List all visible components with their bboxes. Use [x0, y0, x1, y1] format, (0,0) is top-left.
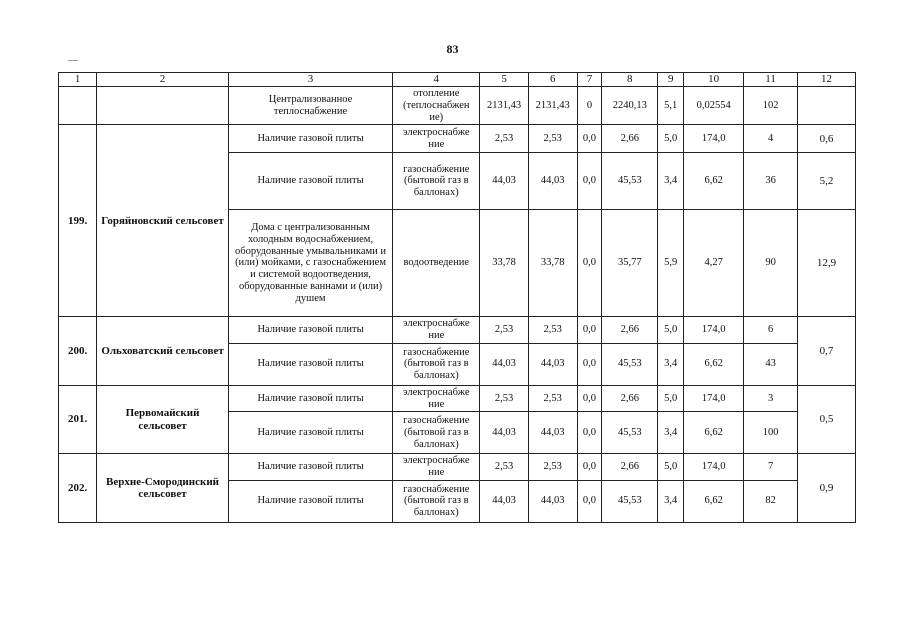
service-type: электроснабже ние [393, 125, 480, 153]
value-col5: 44,03 [480, 153, 529, 210]
row-number: 201. [59, 385, 97, 454]
scan-mark [68, 60, 78, 61]
tariff-table [58, 72, 856, 523]
value-col11: 3 [744, 385, 798, 412]
value-col10: 174,0 [684, 317, 744, 344]
value-col9: 5,1 [658, 87, 684, 125]
value-col9: 5,0 [658, 317, 684, 344]
value-col10: 6,62 [684, 343, 744, 385]
value-col7: 0,0 [577, 412, 602, 454]
service-description: Наличие газовой плиты [228, 153, 393, 210]
value-col5: 2,53 [480, 125, 529, 153]
service-description: Централизованное теплоснабжение [228, 87, 393, 125]
municipality-name: Горяйновский сельсовет [97, 125, 228, 317]
value-col9: 5,0 [658, 385, 684, 412]
value-col12: 0,6 [797, 125, 855, 153]
municipality-name: Ольховатский сельсовет [97, 317, 228, 386]
municipality-name: Первомайский сельсовет [97, 385, 228, 454]
value-col6: 2,53 [528, 125, 577, 153]
column-header: 5 [480, 73, 529, 87]
service-type: водоотведение [393, 210, 480, 317]
value-col9: 5,9 [658, 210, 684, 317]
value-col5: 44,03 [480, 412, 529, 454]
value-col11: 6 [744, 317, 798, 344]
value-col11: 7 [744, 454, 798, 481]
municipality-cell [97, 87, 228, 125]
service-description: Наличие газовой плиты [228, 412, 393, 454]
service-type: газоснабжение (бытовой газ в баллонах) [393, 412, 480, 454]
value-col7: 0,0 [577, 480, 602, 522]
value-col9: 3,4 [658, 153, 684, 210]
value-col5: 33,78 [480, 210, 529, 317]
value-col11: 82 [744, 480, 798, 522]
value-col6: 2131,43 [528, 87, 577, 125]
column-header: 7 [577, 73, 602, 87]
value-col5: 44,03 [480, 480, 529, 522]
value-col9: 3,4 [658, 480, 684, 522]
value-col10: 174,0 [684, 125, 744, 153]
value-col8: 2240,13 [602, 87, 658, 125]
value-col10: 4,27 [684, 210, 744, 317]
table-row [59, 317, 856, 344]
value-col7: 0,0 [577, 125, 602, 153]
column-header: 9 [658, 73, 684, 87]
value-col7: 0,0 [577, 210, 602, 317]
table-row [59, 385, 856, 412]
value-col9: 5,0 [658, 454, 684, 481]
value-col12: 0,5 [797, 385, 855, 454]
value-col12: 12,9 [797, 210, 855, 317]
value-col11: 4 [744, 125, 798, 153]
value-col7: 0,0 [577, 153, 602, 210]
column-header: 2 [97, 73, 228, 87]
value-col8: 2,66 [602, 454, 658, 481]
value-col11: 43 [744, 343, 798, 385]
service-type: электроснабже ние [393, 454, 480, 481]
value-col6: 44,03 [528, 412, 577, 454]
value-col10: 174,0 [684, 385, 744, 412]
column-header: 8 [602, 73, 658, 87]
service-description: Наличие газовой плиты [228, 317, 393, 344]
table-row [59, 87, 856, 125]
value-col11: 90 [744, 210, 798, 317]
column-header: 6 [528, 73, 577, 87]
service-description: Наличие газовой плиты [228, 385, 393, 412]
value-col6: 2,53 [528, 317, 577, 344]
row-number: 202. [59, 454, 97, 523]
value-col8: 45,53 [602, 480, 658, 522]
service-description: Наличие газовой плиты [228, 454, 393, 481]
value-col10: 6,62 [684, 480, 744, 522]
value-col5: 2131,43 [480, 87, 529, 125]
value-col8: 45,53 [602, 343, 658, 385]
value-col12 [797, 87, 855, 125]
service-description: Дома с централизованным холодным водоснабжением, оборудованные умывальниками и (или) мойками, с газоснабжением и системой водоотведения, оборудованные ваннами и (или) душем [228, 210, 393, 317]
value-col10: 6,62 [684, 153, 744, 210]
service-description: Наличие газовой плиты [228, 125, 393, 153]
value-col10: 0,02554 [684, 87, 744, 125]
service-type: газоснабжение (бытовой газ в баллонах) [393, 343, 480, 385]
table-row [59, 125, 856, 153]
row-number-cell [59, 87, 97, 125]
page-number: 83 [446, 42, 459, 56]
value-col8: 45,53 [602, 412, 658, 454]
value-col8: 35,77 [602, 210, 658, 317]
value-col11: 102 [744, 87, 798, 125]
value-col11: 36 [744, 153, 798, 210]
value-col6: 44,03 [528, 480, 577, 522]
row-number: 199. [59, 125, 97, 317]
value-col8: 2,66 [602, 317, 658, 344]
value-col8: 2,66 [602, 125, 658, 153]
value-col5: 2,53 [480, 317, 529, 344]
value-col7: 0,0 [577, 343, 602, 385]
column-header: 3 [228, 73, 393, 87]
row-number: 200. [59, 317, 97, 386]
value-col9: 3,4 [658, 412, 684, 454]
service-description: Наличие газовой плиты [228, 480, 393, 522]
column-header-row [59, 73, 856, 87]
column-header: 12 [797, 73, 855, 87]
table-row [59, 454, 856, 481]
value-col11: 100 [744, 412, 798, 454]
value-col10: 174,0 [684, 454, 744, 481]
service-type: электроснабже ние [393, 385, 480, 412]
value-col12: 0,7 [797, 317, 855, 386]
value-col6: 44,03 [528, 153, 577, 210]
value-col9: 3,4 [658, 343, 684, 385]
value-col7: 0,0 [577, 317, 602, 344]
value-col7: 0,0 [577, 454, 602, 481]
column-header: 4 [393, 73, 480, 87]
value-col12: 5,2 [797, 153, 855, 210]
value-col6: 2,53 [528, 454, 577, 481]
value-col7: 0 [577, 87, 602, 125]
column-header: 1 [59, 73, 97, 87]
service-type: газоснабжение (бытовой газ в баллонах) [393, 480, 480, 522]
value-col5: 44,03 [480, 343, 529, 385]
value-col9: 5,0 [658, 125, 684, 153]
value-col6: 44,03 [528, 343, 577, 385]
column-header: 10 [684, 73, 744, 87]
value-col5: 2,53 [480, 454, 529, 481]
value-col10: 6,62 [684, 412, 744, 454]
service-description: Наличие газовой плиты [228, 343, 393, 385]
value-col12: 0,9 [797, 454, 855, 523]
municipality-name: Верхне-Смородинский сельсовет [97, 454, 228, 523]
column-header: 11 [744, 73, 798, 87]
service-type: отопление (теплоснабжен ие) [393, 87, 480, 125]
value-col7: 0,0 [577, 385, 602, 412]
value-col6: 2,53 [528, 385, 577, 412]
service-type: газоснабжение (бытовой газ в баллонах) [393, 153, 480, 210]
service-type: электроснабже ние [393, 317, 480, 344]
value-col5: 2,53 [480, 385, 529, 412]
value-col6: 33,78 [528, 210, 577, 317]
value-col8: 2,66 [602, 385, 658, 412]
value-col8: 45,53 [602, 153, 658, 210]
